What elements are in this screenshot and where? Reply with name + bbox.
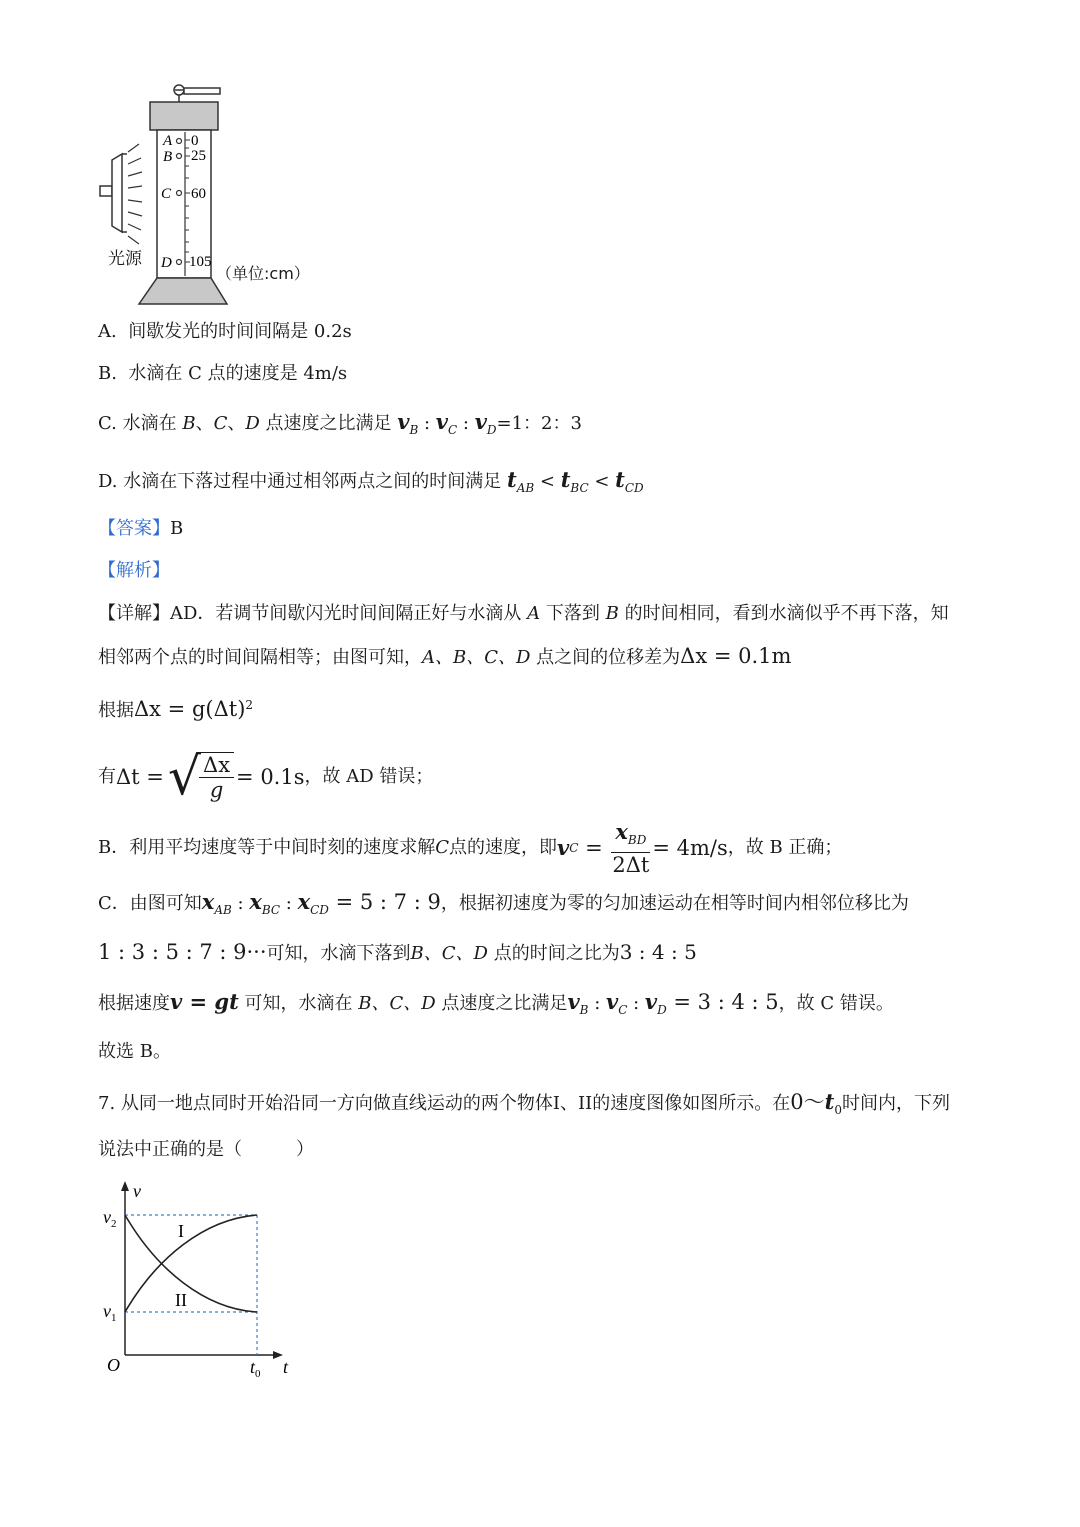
range: 0～ (790, 1090, 825, 1114)
option-b-prefix: B. (98, 363, 117, 384)
text: 可知，水滴在 (238, 993, 359, 1014)
curve-i (125, 1215, 257, 1312)
denominator: 2Δt (612, 852, 650, 877)
light-source-icon (100, 154, 127, 232)
v1-subscript: 1 (111, 1312, 117, 1324)
subscript: D (486, 423, 497, 437)
tick-label-105: 105 (189, 254, 212, 270)
point: C (213, 413, 228, 434)
t0-label (250, 1357, 261, 1380)
point-label-c: C (161, 186, 172, 202)
text: C．由图可知 (98, 893, 202, 914)
math-var: t (560, 467, 571, 492)
tick-label-25: 25 (191, 148, 206, 164)
x-axis-label: t (283, 1357, 289, 1377)
equation: v = gt (170, 989, 239, 1014)
v1-label (103, 1301, 117, 1324)
option-c (98, 410, 582, 442)
math-var: v (435, 409, 448, 434)
question-7-line-2 (98, 1138, 314, 1162)
detail-line-2 (98, 644, 791, 670)
question-7-line-1 (98, 1090, 950, 1122)
light-source-label: 光源 (108, 249, 142, 269)
text: 有 (98, 766, 116, 787)
point: B (605, 603, 619, 624)
text: ，根据初速度为零的匀加速运动在相等时间内相邻位移比为 (440, 893, 909, 914)
math-var: t (615, 467, 625, 492)
text: 可知，水滴下落到 (266, 943, 411, 964)
equation-lhs: Δt = (116, 765, 164, 789)
detail-line-9 (98, 1040, 171, 1064)
text: 故选 B。 (98, 1041, 171, 1062)
ratio: = 3 : 4 : 5 (666, 990, 779, 1014)
equation: Δx = g(Δt) (134, 697, 246, 721)
ratio: 3 : 4 : 5 (619, 940, 697, 964)
velocity-time-graph (95, 1175, 310, 1385)
y-axis-label: v (133, 1181, 141, 1201)
equation: Δx = 0.1m (680, 644, 792, 668)
math-var: v (605, 989, 619, 1014)
tick-label-0: 0 (191, 133, 199, 149)
subscript: CD (310, 903, 329, 917)
subscript: B (579, 1003, 589, 1017)
subscript: BD (627, 832, 647, 847)
v2-var: v (103, 1207, 111, 1227)
text: B．利用平均速度等于中间时刻的速度求解 (98, 837, 436, 858)
point-label-d: D (161, 255, 172, 271)
option-a-text: 间歇发光的时间间隔是 0.2s (128, 321, 352, 342)
math-op: : (588, 993, 606, 1014)
math-var: x (297, 889, 311, 914)
velocity-fraction (611, 820, 650, 877)
subscript: B (409, 423, 419, 437)
v2-label (103, 1207, 117, 1230)
text: 相邻两个点的时间间隔相等；由图可知， (98, 647, 422, 668)
math-var: x (249, 889, 262, 914)
subscript: 0 (834, 1103, 842, 1117)
subscript: C (447, 423, 458, 437)
t0-subscript: 0 (255, 1368, 261, 1380)
option-b (98, 362, 347, 386)
text: 说法中正确的是（ ） (98, 1139, 314, 1160)
light-rays (128, 144, 142, 244)
option-d-prefix: D. (98, 471, 118, 492)
text: 点速度之比满足 (259, 413, 398, 434)
math-op: < (534, 471, 561, 492)
detail-line-5 (98, 820, 842, 876)
text: 根据 (98, 700, 134, 721)
numerator (611, 820, 650, 853)
text: 、 (195, 413, 214, 434)
text: 时间内，下列 (841, 1093, 950, 1114)
text: ，故 B 正确； (727, 837, 843, 858)
v2-subscript: 2 (111, 1218, 117, 1230)
point: B (182, 413, 196, 434)
math-op: = (578, 836, 610, 860)
text: 水滴在 (122, 413, 183, 434)
math-var: v (557, 835, 570, 860)
v1-var: v (103, 1301, 111, 1321)
text: 点的时间之比为 (487, 943, 620, 964)
denominator: g (209, 778, 224, 802)
detail-line-1 (98, 602, 949, 626)
detail-line-8 (98, 990, 894, 1022)
equation: 1 : 3 : 5 : 7 : 9··· (98, 940, 267, 964)
math-var: v (644, 989, 658, 1014)
text: 下落到 (540, 603, 606, 624)
subscript: CD (624, 481, 644, 495)
analysis-line (98, 559, 170, 583)
curve-ii-label: II (175, 1290, 187, 1310)
x-axis-arrow-icon (273, 1351, 283, 1359)
sqrt-fraction (199, 752, 234, 802)
exponent: 2 (245, 698, 254, 712)
origin-label: O (107, 1355, 120, 1375)
text: 点的速度，即 (449, 837, 558, 858)
text: ，故 C 错误。 (778, 993, 894, 1014)
math-var: t (506, 467, 517, 492)
points: B、C、D (358, 993, 436, 1014)
y-axis-arrow-icon (121, 1181, 129, 1191)
detail-line-4 (98, 745, 433, 809)
detail-line-3 (98, 693, 253, 723)
equation-rhs: = 4m/s (652, 836, 728, 860)
subscript: BC (570, 481, 589, 495)
math-op: : (231, 893, 250, 914)
answer-tag: 【答案】 (98, 518, 170, 539)
unit-label: （单位:cm） (216, 264, 310, 283)
equation-rhs: = 0.1s (236, 765, 305, 789)
apparatus-base (139, 278, 227, 304)
analysis-tag: 【解析】 (98, 560, 170, 581)
subscript: C (618, 1003, 628, 1017)
text: 、 (227, 413, 246, 434)
points: A、B、C、D (422, 647, 531, 668)
option-a-prefix: A. (98, 321, 117, 342)
detail-line-7 (98, 940, 697, 966)
curve-i-label: I (178, 1221, 184, 1241)
guide-lines (125, 1215, 257, 1355)
option-c-prefix: C. (98, 413, 117, 434)
detail-line-6 (98, 890, 909, 922)
math-op: : (627, 993, 645, 1014)
answer-value: B (170, 518, 184, 539)
sqrt-icon: √ (167, 747, 202, 807)
point: D (245, 413, 260, 434)
subscript: AB (516, 481, 535, 495)
math-op: : (457, 413, 475, 434)
point-label-a: A (163, 133, 173, 149)
math-var: v (474, 409, 487, 434)
option-d (98, 468, 644, 500)
math-var: x (201, 889, 215, 914)
text: 水滴在下落过程中通过相邻两点之间的时间满足 (123, 471, 507, 492)
text: 点速度之比满足 (435, 993, 568, 1014)
point-label-b: B (163, 149, 173, 165)
subscript: C (569, 841, 579, 855)
math-op: : (418, 413, 436, 434)
point: C (435, 837, 450, 858)
text: 的时间相同，看到水滴似乎不再下落，知 (618, 603, 949, 624)
math-var: v (397, 409, 410, 434)
math-var: v (567, 989, 580, 1014)
t0-var: t (250, 1357, 256, 1377)
math-op: < (588, 471, 616, 492)
math-var: t (824, 1089, 835, 1114)
tube-cap (150, 102, 218, 130)
option-a (98, 320, 352, 344)
points: B、C、D (410, 943, 488, 964)
text: ，故 AD 错误； (304, 766, 434, 787)
numerator: Δx (199, 753, 234, 778)
text: 根据速度 (98, 993, 170, 1014)
subscript: D (657, 1003, 667, 1017)
math-op: : (280, 893, 298, 914)
answer-line (98, 517, 183, 541)
subscript: AB (214, 903, 232, 917)
point: A (527, 603, 541, 624)
text: 7. 从同一地点同时开始沿同一方向做直线运动的两个物体I、II的速度图像如图所示。在 (98, 1093, 791, 1114)
text: AD．若调节间歇闪光时间间隔正好与水滴从 (170, 603, 528, 624)
text: =1：2：3 (496, 413, 582, 434)
detail-tag: 【详解】 (98, 603, 170, 624)
tick-label-60: 60 (191, 186, 206, 202)
curve-ii (125, 1215, 257, 1312)
math-var: x (615, 818, 628, 844)
equation: = 5 : 7 : 9 (328, 890, 441, 914)
subscript: BC (261, 903, 281, 917)
text: 点之间的位移差为 (530, 647, 681, 668)
option-b-text: 水滴在 C 点的速度是 4m/s (128, 363, 348, 384)
